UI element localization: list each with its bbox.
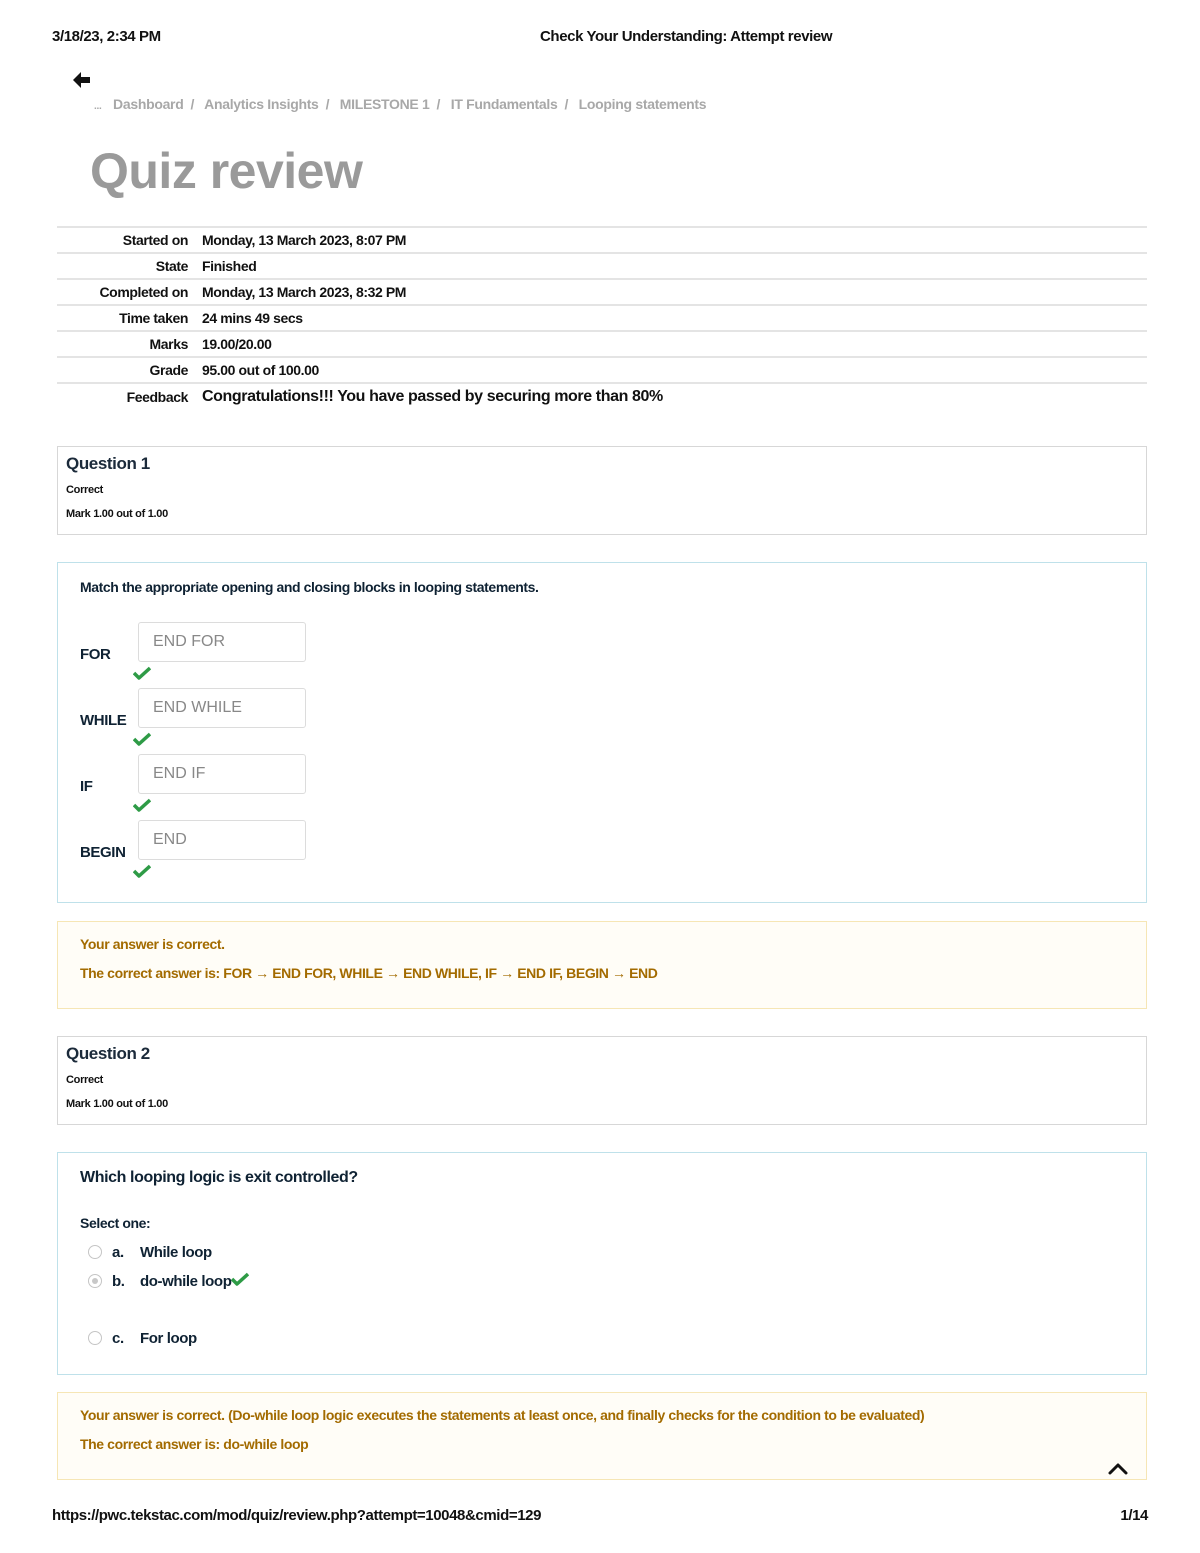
option-text: While loop	[140, 1244, 212, 1261]
question-state: Correct	[66, 484, 104, 496]
breadcrumb-separator: /	[564, 96, 569, 112]
check-icon	[231, 1272, 249, 1286]
summary-row-grade	[57, 357, 1147, 383]
summary-value: Congratulations!!! You have passed by securing more than 80%	[202, 383, 1147, 410]
summary-value: Finished	[202, 253, 1147, 279]
question-1-content	[57, 562, 1147, 903]
summary-row-marks	[57, 331, 1147, 357]
scroll-to-top-chevron-up-icon[interactable]	[1104, 1456, 1132, 1480]
option-letter: a.	[112, 1244, 124, 1261]
feedback-correct-answer: The correct answer is: FOR → END FOR, WHILE → END WHILE, IF → END IF, BEGIN → END	[80, 965, 658, 981]
breadcrumb	[94, 96, 706, 112]
check-icon	[133, 798, 151, 812]
summary-value: 19.00/20.00	[202, 331, 1147, 357]
feedback-result: Your answer is correct. (Do-while loop logic executes the statements at least once, and finally checks for the condition to be evaluated)	[80, 1407, 925, 1423]
page-title: Quiz review	[90, 143, 363, 199]
print-page-number: 1/14	[1120, 1507, 1148, 1524]
summary-value: Monday, 13 March 2023, 8:32 PM	[202, 279, 1147, 305]
question-2-content	[57, 1152, 1147, 1375]
match-label: IF	[80, 778, 93, 795]
question-prompt: Match the appropriate opening and closing blocks in looping statements.	[80, 579, 539, 595]
match-select[interactable]: END FOR	[138, 622, 306, 662]
match-select[interactable]: END WHILE	[138, 688, 306, 728]
question-1-feedback	[57, 921, 1147, 1009]
summary-label: Time taken	[57, 305, 202, 331]
breadcrumb-milestone-1[interactable]: MILESTONE 1	[339, 96, 430, 112]
check-icon	[133, 732, 151, 746]
question-mark: Mark 1.00 out of 1.00	[66, 1098, 168, 1110]
check-icon	[133, 666, 151, 680]
summary-label: Grade	[57, 357, 202, 383]
match-label: BEGIN	[80, 844, 126, 861]
option-a[interactable]	[88, 1244, 212, 1264]
radio-button[interactable]	[88, 1245, 102, 1259]
match-row-for	[80, 622, 380, 688]
question-1-info	[57, 446, 1147, 535]
summary-label: Feedback	[57, 383, 202, 410]
back-arrow-icon[interactable]	[70, 68, 94, 92]
question-prompt: Which looping logic is exit controlled?	[80, 1169, 358, 1186]
summary-row-time-taken	[57, 305, 1147, 331]
question-mark: Mark 1.00 out of 1.00	[66, 508, 168, 520]
question-title: Question 1	[66, 454, 150, 473]
breadcrumb-separator: /	[190, 96, 195, 112]
check-icon	[133, 864, 151, 878]
match-select[interactable]: END	[138, 820, 306, 860]
feedback-result: Your answer is correct.	[80, 936, 225, 952]
breadcrumb-looping-statements[interactable]: Looping statements	[578, 96, 707, 112]
question-state: Correct	[66, 1074, 104, 1086]
breadcrumb-dashboard[interactable]: Dashboard	[113, 96, 184, 112]
summary-label: Marks	[57, 331, 202, 357]
option-letter: b.	[112, 1273, 125, 1290]
breadcrumb-dots[interactable]: ...	[94, 101, 102, 112]
breadcrumb-analytics-insights[interactable]: Analytics Insights	[204, 96, 319, 112]
breadcrumb-separator: /	[325, 96, 330, 112]
summary-value: Monday, 13 March 2023, 8:07 PM	[202, 227, 1147, 253]
breadcrumb-separator: /	[436, 96, 441, 112]
radio-button-selected[interactable]	[88, 1274, 102, 1288]
summary-row-state	[57, 253, 1147, 279]
option-b[interactable]	[88, 1272, 249, 1292]
question-2-feedback	[57, 1392, 1147, 1480]
radio-button[interactable]	[88, 1331, 102, 1345]
match-row-while	[80, 688, 380, 754]
print-url: https://pwc.tekstac.com/mod/quiz/review.php?attempt=10048&cmid=129	[52, 1507, 542, 1524]
match-row-begin	[80, 820, 380, 886]
question-title: Question 2	[66, 1044, 150, 1063]
option-text: do-while loop	[140, 1273, 232, 1290]
summary-row-started-on	[57, 227, 1147, 253]
match-label: WHILE	[80, 712, 127, 729]
summary-value: 24 mins 49 secs	[202, 305, 1147, 331]
summary-row-completed-on	[57, 279, 1147, 305]
summary-row-feedback	[57, 383, 1147, 410]
match-row-if	[80, 754, 380, 820]
summary-label: Started on	[57, 227, 202, 253]
summary-label: Completed on	[57, 279, 202, 305]
match-select[interactable]: END IF	[138, 754, 306, 794]
summary-label: State	[57, 253, 202, 279]
option-letter: c.	[112, 1330, 124, 1347]
feedback-correct-answer: The correct answer is: do-while loop	[80, 1436, 309, 1452]
print-page-title: Check Your Understanding: Attempt review	[540, 28, 833, 45]
summary-value: 95.00 out of 100.00	[202, 357, 1147, 383]
attempt-summary-table	[57, 226, 1147, 410]
question-2-info	[57, 1036, 1147, 1125]
print-header	[52, 28, 1148, 48]
match-label: FOR	[80, 646, 111, 663]
option-c[interactable]	[88, 1330, 197, 1350]
breadcrumb-it-fundamentals[interactable]: IT Fundamentals	[450, 96, 558, 112]
select-one-label: Select one:	[80, 1215, 151, 1231]
option-text: For loop	[140, 1330, 197, 1347]
print-datetime: 3/18/23, 2:34 PM	[52, 28, 161, 45]
